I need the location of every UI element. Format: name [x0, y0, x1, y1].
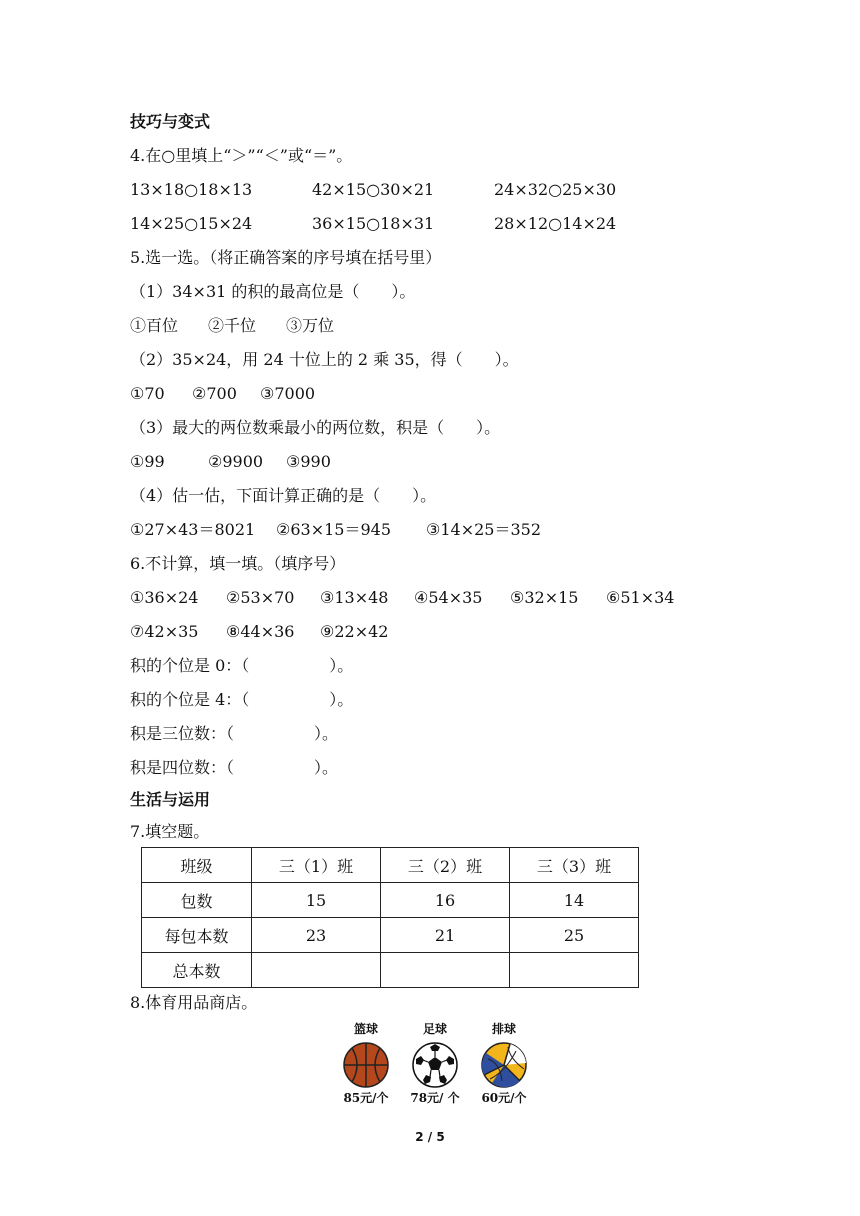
- table-header-cell: 班级: [142, 848, 252, 883]
- q5-option: ③万位: [286, 316, 335, 335]
- table-cell-blank: [252, 953, 381, 988]
- table-cell: 15: [252, 883, 381, 918]
- table-cell: 每包本数: [142, 918, 252, 953]
- basketball-icon: [342, 1041, 390, 1089]
- q5-prompt: 5.选一选。（将正确答案的序号填在括号里）: [130, 248, 442, 267]
- q5-option: ③990: [286, 452, 331, 471]
- table-cell: 23: [252, 918, 381, 953]
- table-header-cell: 三（2）班: [381, 848, 510, 883]
- q6-expression: ①36×24: [130, 588, 199, 607]
- q5-question: （1）34×31 的积的最高位是（ ）。: [130, 282, 416, 301]
- product-name: 足球: [422, 1022, 447, 1036]
- table-cell-blank: [381, 953, 510, 988]
- table-row: [142, 953, 639, 988]
- q4-item: 24×32○25×30: [494, 180, 617, 199]
- soccer-ball-icon: [411, 1041, 459, 1089]
- q5-option: ②千位: [208, 316, 257, 335]
- q5-option: ③14×25＝352: [426, 520, 542, 539]
- q6-expression: ③13×48: [320, 588, 389, 607]
- table-header-cell: 三（3）班: [510, 848, 639, 883]
- product-price: 60元/个: [481, 1091, 527, 1105]
- q6-blank: 积是四位数：（ ）。: [130, 758, 339, 777]
- table-row: [142, 883, 639, 918]
- table-cell: 14: [510, 883, 639, 918]
- table-cell: 25: [510, 918, 639, 953]
- ball-products: [336, 1020, 536, 1115]
- q4-item: 14×25○15×24: [130, 214, 253, 233]
- q5-option: ①27×43＝8021: [130, 520, 256, 539]
- product-name: 篮球: [353, 1022, 378, 1036]
- q5-question: （3）最大的两位数乘最小的两位数，积是（ ）。: [130, 418, 501, 437]
- table-cell: 16: [381, 883, 510, 918]
- q6-expression: ⑦42×35: [130, 622, 199, 641]
- q4-item: 13×18○18×13: [130, 180, 253, 199]
- q5-option: ③7000: [260, 384, 316, 403]
- q6-blank: 积是三位数：（ ）。: [130, 724, 339, 743]
- q5-option: ①70: [130, 384, 165, 403]
- product-soccer-ball: [405, 1020, 465, 1106]
- q4-item: 28×12○14×24: [494, 214, 617, 233]
- product-volleyball: [474, 1020, 534, 1106]
- q6-prompt: 6.不计算，填一填。（填序号）: [130, 554, 346, 573]
- product-basketball: [336, 1020, 396, 1106]
- q6-expression: ⑧44×36: [226, 622, 295, 641]
- q5-question: （4）估一估，下面计算正确的是（ ）。: [130, 486, 437, 505]
- q6-expression: ⑨22×42: [320, 622, 389, 641]
- table-row: [142, 918, 639, 953]
- q4-item: 36×15○18×31: [312, 214, 435, 233]
- product-price: 85元/个: [343, 1091, 389, 1105]
- product-price: 78元/ 个: [410, 1091, 460, 1105]
- q5-question: （2）35×24，用 24 十位上的 2 乘 35，得（ ）。: [130, 350, 519, 369]
- q6-expression: ④54×35: [414, 588, 483, 607]
- section-heading-application: 生活与运用: [130, 790, 211, 809]
- q6-expression: ⑥51×34: [606, 588, 675, 607]
- q6-expression: ②53×70: [226, 588, 295, 607]
- table-header-row: [142, 848, 639, 883]
- q7-table: [141, 847, 639, 988]
- q7-prompt: 7.填空题。: [130, 822, 210, 841]
- q4-item: 42×15○30×21: [312, 180, 435, 199]
- q5-option: ②9900: [208, 452, 264, 471]
- q8-prompt: 8.体育用品商店。: [130, 993, 258, 1012]
- q5-option: ②700: [192, 384, 237, 403]
- q5-option: ①百位: [130, 316, 179, 335]
- q6-expression: ⑤32×15: [510, 588, 579, 607]
- page-number: 2 / 5: [415, 1130, 445, 1144]
- table-header-cell: 三（1）班: [252, 848, 381, 883]
- table-cell: 包数: [142, 883, 252, 918]
- table-cell: 21: [381, 918, 510, 953]
- section-heading-skills: 技巧与变式: [130, 112, 211, 131]
- q6-blank: 积的个位是 4：（ ）。: [130, 690, 354, 709]
- volleyball-icon: [480, 1041, 528, 1089]
- table-cell: 总本数: [142, 953, 252, 988]
- q5-option: ②63×15＝945: [276, 520, 392, 539]
- q5-option: ①99: [130, 452, 165, 471]
- q4-prompt: 4.在○里填上“＞”“＜”或“＝”。: [130, 146, 353, 165]
- q6-blank: 积的个位是 0：（ ）。: [130, 656, 354, 675]
- table-cell-blank: [510, 953, 639, 988]
- product-name: 排球: [491, 1022, 516, 1036]
